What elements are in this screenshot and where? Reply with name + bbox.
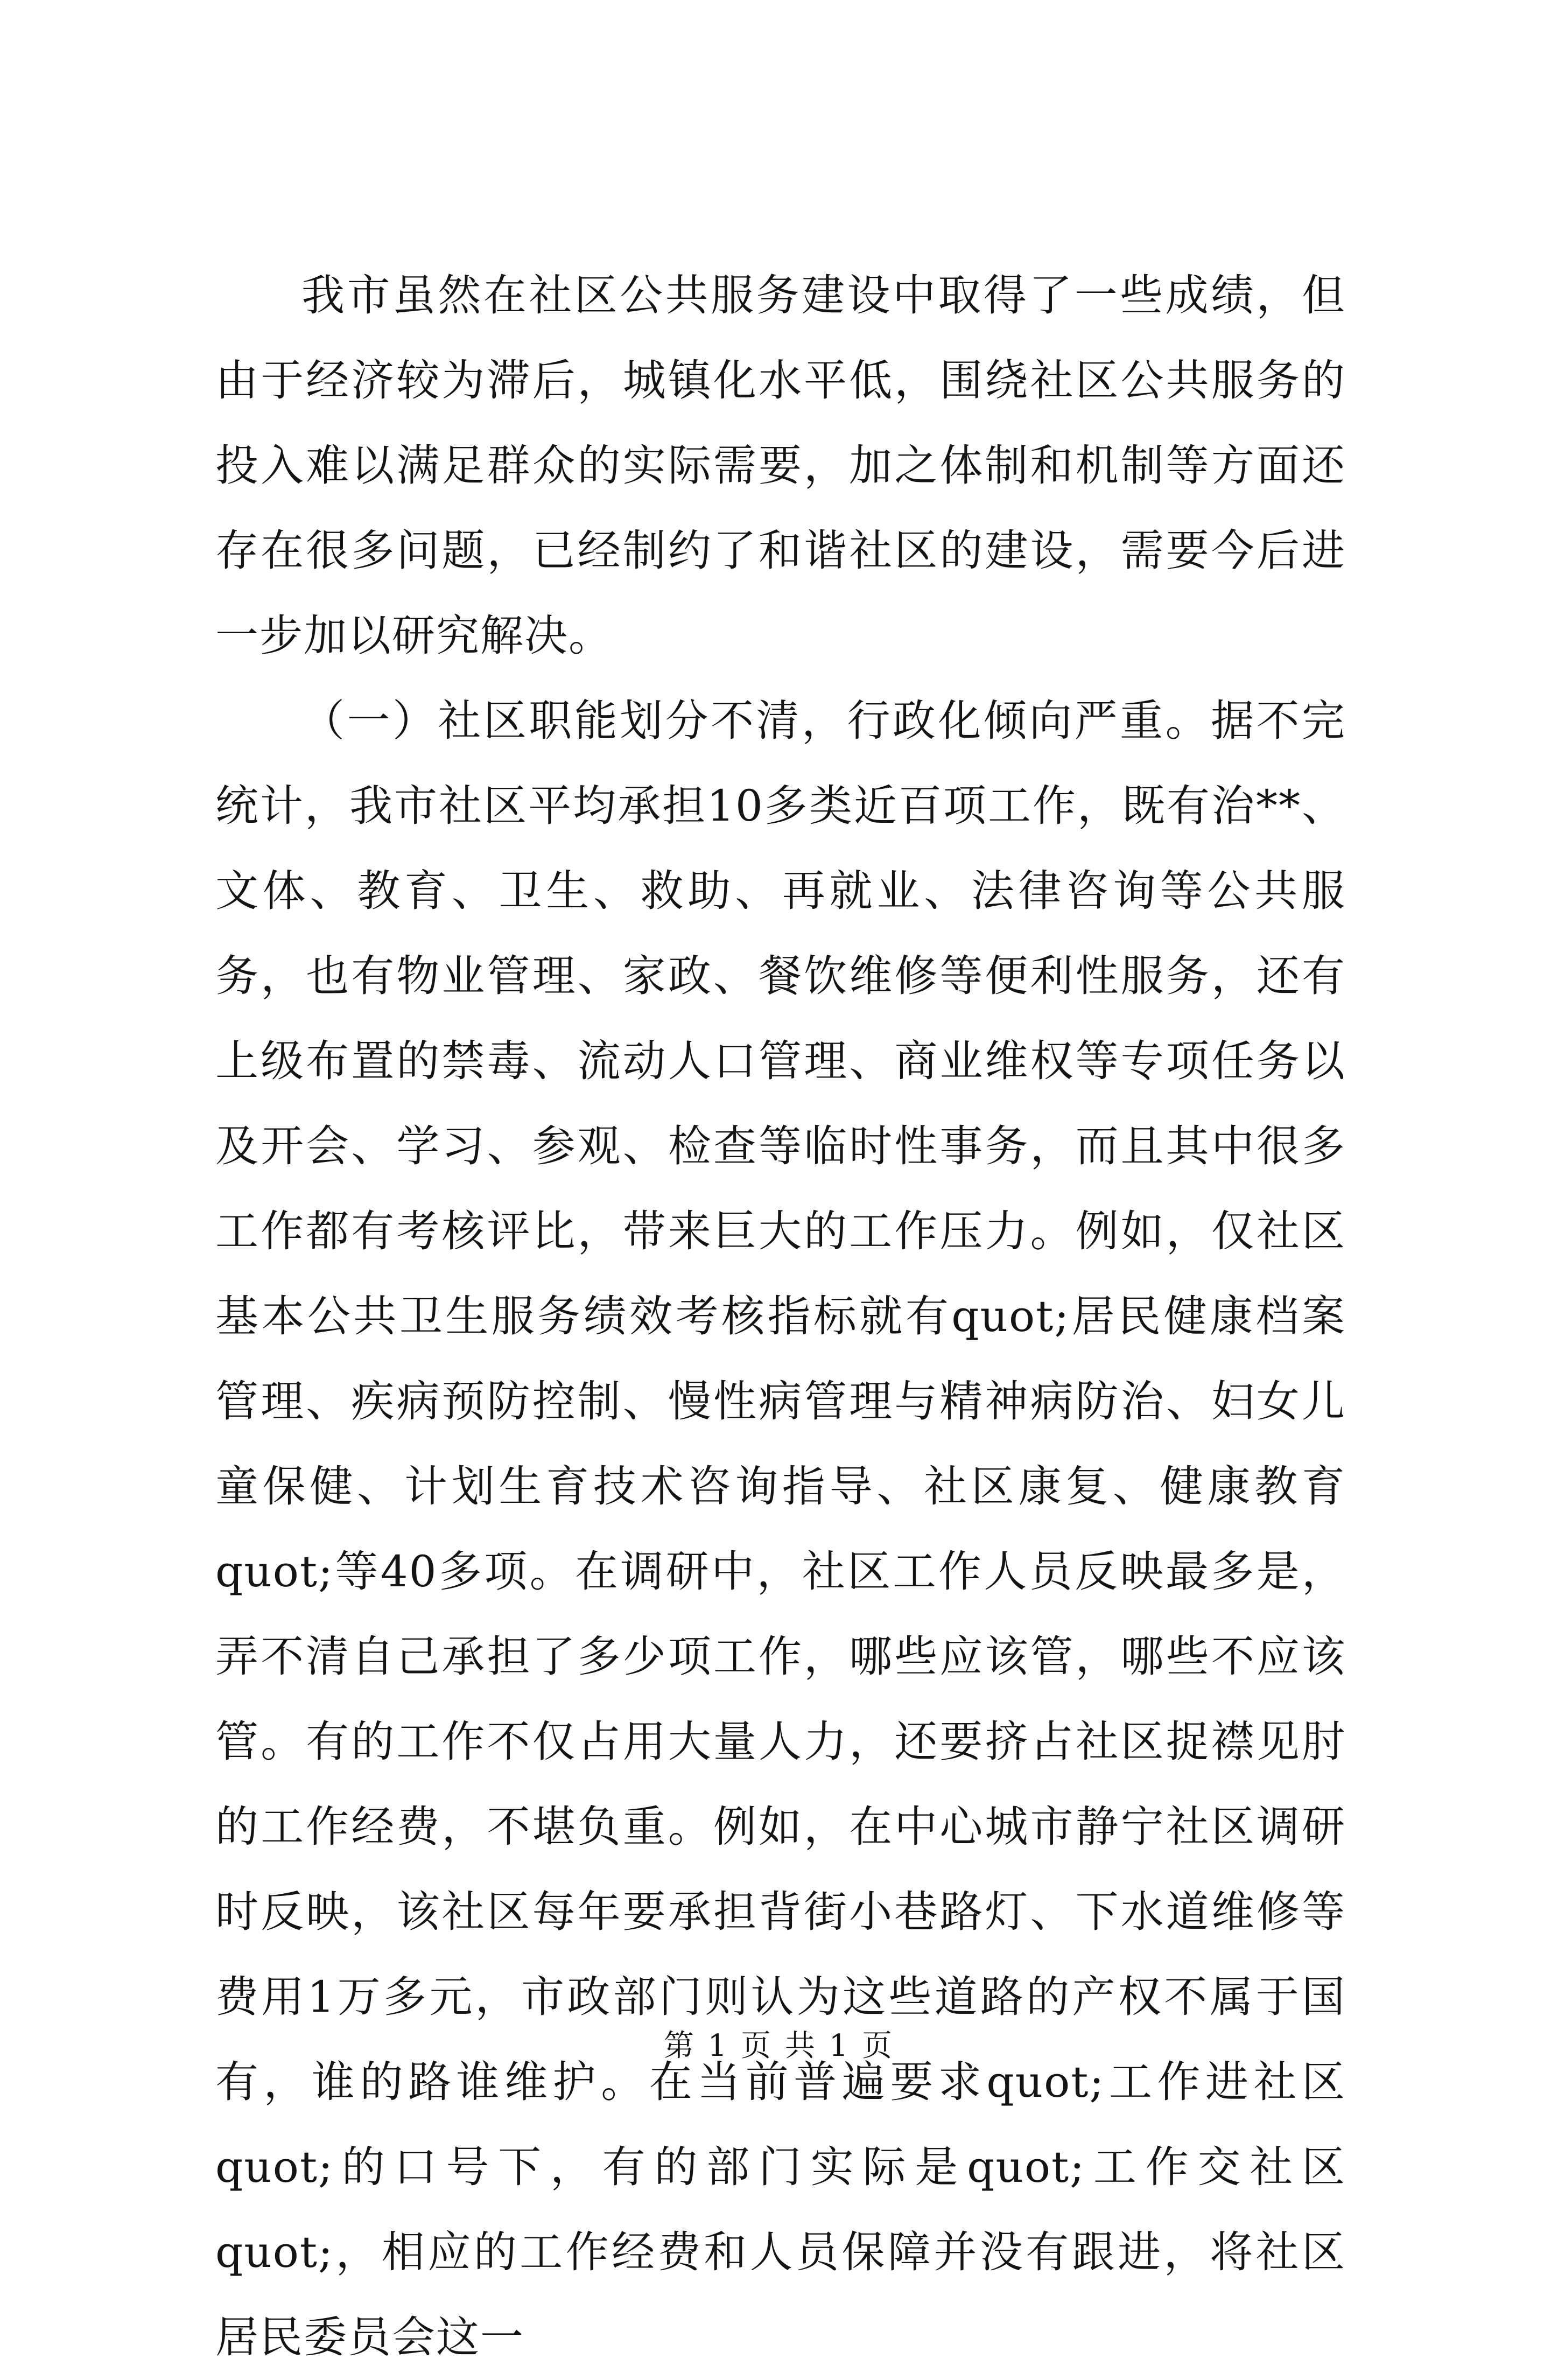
paragraph-section-one: （一）社区职能划分不清，行政化倾向严重。据不完统计，我市社区平均承担10多类近百项工作，既有治**、文体、教育、卫生、救助、再就业、法律咨询等公共服务，也有物业管理、家政、餐饮维修等便利性服务，还有上级布置的禁毒、流动人口管理、商业维权等专项任务以及开会、学习、参观、检查等临时性事务，而且其中很多工作都有考核评比，带来巨大的工作压力。例如，仅社区基本公共卫生服务绩效考核指标就有quot;居民健康档案管理、疾病预防控制、慢性病管理与精神病防治、妇女儿童保健、计划生育技术咨询指导、社区康复、健康教育quot;等40多项。在调研中，社区工作人员反映最多是，弄不清自己承担了多少项工作，哪些应该管，哪些不应该管。有的工作不仅占用大量人力，还要挤占社区捉襟见肘的工作经费，不堪负重。例如，在中心城市静宁社区调研时反映，该社区每年要承担背街小巷路灯、下水道维修等费用1万多元，市政部门则认为这些道路的产权不属于国有，谁的路谁维护。在当前普遍要求quot;工作进社区quot;的口号下，有的部门实际是quot;工作交社区quot;，相应的工作经费和人员保障并没有跟进，将社区居民委员会这一 [215, 696, 1346, 2362]
page-footer: 第 1 页 共 1 页 [663, 2028, 895, 2063]
paragraph-intro: 我市虽然在社区公共服务建设中取得了一些成绩，但由于经济较为滞后，城镇化水平低，围绕社区公共服务的投入难以满足群众的实际需要，加之体制和机制等方面还存在很多问题，已经制约了和谐社区的建设，需要今后进一步加以研究解决。 [215, 270, 1346, 661]
